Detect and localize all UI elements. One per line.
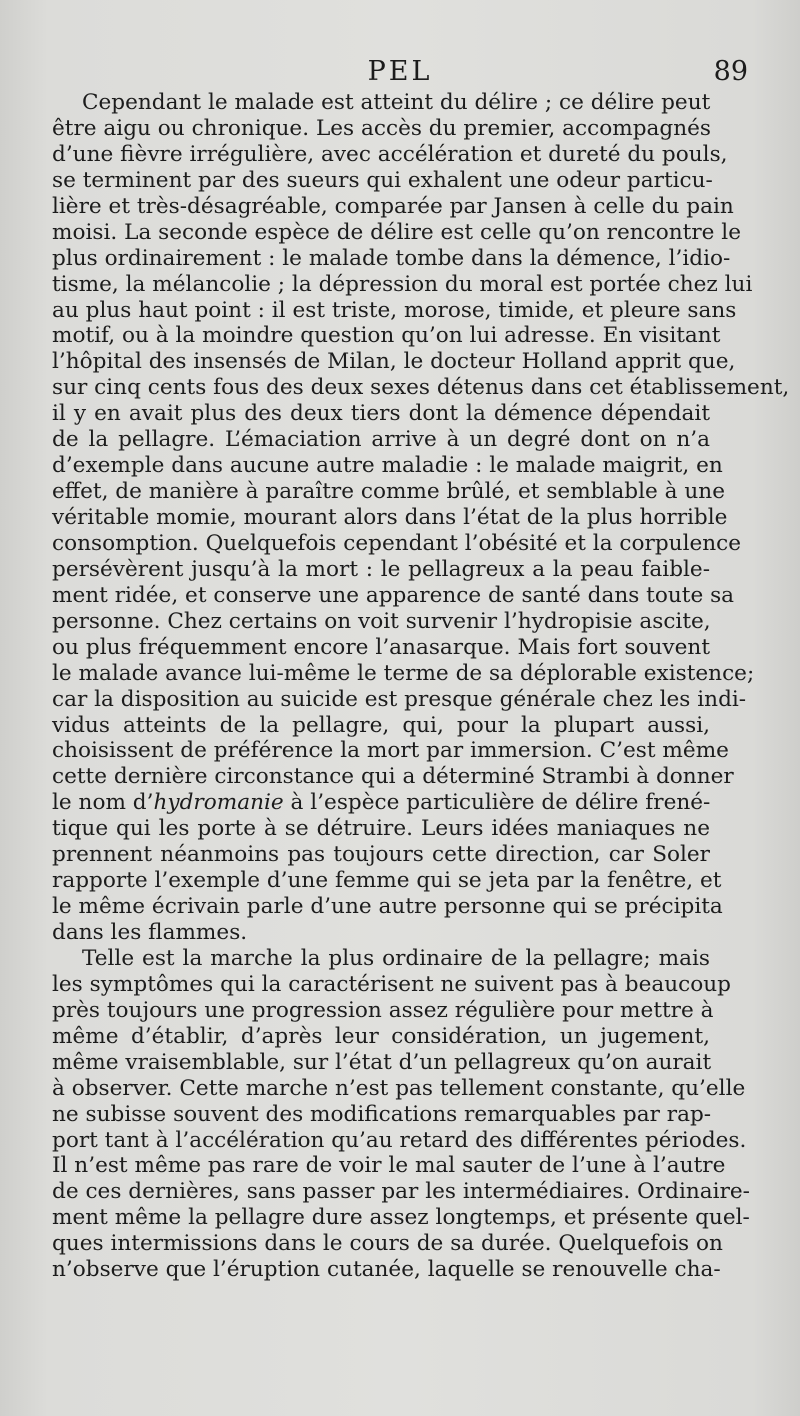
text-line: prennent néanmoins pas toujours cette direction, car Soler — [52, 842, 710, 868]
text-line: Telle est la marche la plus ordinaire de la pellagre; mais — [82, 945, 710, 971]
text-line: près toujours une progression assez régulière pour mettre à — [52, 997, 714, 1023]
text-line: de la pellagre. L’émaciation arrive à un degré dont on n’a — [52, 427, 710, 453]
text-line: tique qui les porte à se détruire. Leurs idées maniaques ne — [52, 816, 710, 842]
text-line: dans les flammes. — [52, 920, 248, 945]
text-line: ne subisse souvent des modifications remarquables par rap- — [52, 1101, 712, 1127]
text-line: car la disposition au suicide est presque générale chez les indi- — [52, 686, 747, 712]
text-line: persévèrent jusqu’à la mort : le pellagreux a la peau faible- — [52, 556, 710, 582]
text-line: vidus atteints de la pellagre, qui, pour la plupart aussi, — [52, 712, 710, 738]
text-line: à observer. Cette marche n’est pas tellement constante, qu’elle — [52, 1075, 746, 1101]
text-line: rapporte l’exemple d’une femme qui se jeta par la fenêtre, et — [52, 868, 722, 894]
text-line: le nom d’hydromanie à l’espèce particulière de délire frené- — [52, 790, 711, 816]
text-line: consomption. Quelquefois cependant l’obésité et la corpulence — [52, 530, 742, 556]
paragraph — [52, 945, 750, 1283]
text-line: véritable momie, mourant alors dans l’état de la plus horrible — [52, 505, 728, 530]
running-head: PEL — [367, 56, 433, 87]
text-line: il y en avait plus des deux tiers dont la démence dépendait — [52, 401, 710, 427]
text-line: choisissent de préférence la mort par immersion. C’est même — [52, 738, 729, 764]
text-line: effet, de manière à paraître comme brûlé, et semblable à une — [52, 479, 725, 505]
text-line: le même écrivain parle d’une autre personne qui se précipita — [52, 894, 723, 920]
text-line: tisme, la mélancolie ; la dépression du moral est portée chez lui — [52, 271, 753, 297]
text-line: le malade avance lui-même le terme de sa déplorable existence; — [52, 660, 755, 686]
text-line: l’hôpital des insensés de Milan, le docteur Holland apprit que, — [52, 349, 736, 375]
body-text — [52, 90, 790, 1283]
page-number: 89 — [713, 56, 748, 87]
text-line: ques intermissions dans le cours de sa durée. Quelquefois on — [52, 1231, 723, 1257]
text-line: ment ridée, et conserve une apparence de santé dans toute sa — [52, 582, 735, 608]
text-line: plus ordinairement : le malade tombe dans la démence, l’idio- — [52, 245, 731, 271]
text-line: port tant à l’accélération qu’au retard des différentes périodes. — [52, 1127, 747, 1153]
text-line: se terminent par des sueurs qui exhalent une odeur particu- — [52, 167, 713, 193]
italic-term: hydromanie — [153, 790, 284, 816]
text-line: n’observe que l’éruption cutanée, laquelle se renouvelle cha- — [52, 1257, 721, 1283]
page-header — [52, 56, 748, 92]
text-line: être aigu ou chronique. Les accès du premier, accompagnés — [52, 115, 711, 141]
text-line: ou plus fréquemment encore l’anasarque. Mais fort souvent — [52, 634, 710, 660]
text-line: sur cinq cents fous des deux sexes détenus dans cet établissement, — [52, 375, 790, 401]
text-line: personne. Chez certains on voit survenir l’hydropisie ascite, — [52, 608, 711, 634]
text-line: moisi. La seconde espèce de délire est celle qu’on rencontre le — [52, 219, 741, 245]
text-line: au plus haut point : il est triste, morose, timide, et pleure sans — [52, 297, 737, 323]
text-line: motif, ou à la moindre question qu’on lui adresse. En visitant — [52, 323, 721, 349]
text-line: ment même la pellagre dure assez longtemps, et présente quel- — [52, 1205, 750, 1231]
text-line: Il n’est même pas rare de voir le mal sauter de l’une à l’autre — [52, 1153, 726, 1179]
text-line: d’exemple dans aucune autre maladie : le malade maigrit, en — [52, 453, 723, 479]
text-line: de ces dernières, sans passer par les intermédiaires. Ordinaire- — [52, 1179, 750, 1205]
paragraph — [52, 90, 790, 946]
text-line: même d’établir, d’après leur considération, un jugement, — [52, 1023, 710, 1049]
text-line: cette dernière circonstance qui a déterminé Strambi à donner — [52, 764, 734, 790]
text-line: lière et très-désagréable, comparée par Jansen à celle du pain — [52, 193, 734, 219]
text-line: les symptômes qui la caractérisent ne suivent pas à beaucoup — [52, 971, 731, 997]
text-line: Cependant le malade est atteint du délire ; ce délire peut — [82, 90, 711, 115]
text-line: d’une fièvre irrégulière, avec accélération et dureté du pouls, — [52, 141, 728, 167]
text-line: même vraisemblable, sur l’état d’un pellagreux qu’on aurait — [52, 1049, 712, 1075]
